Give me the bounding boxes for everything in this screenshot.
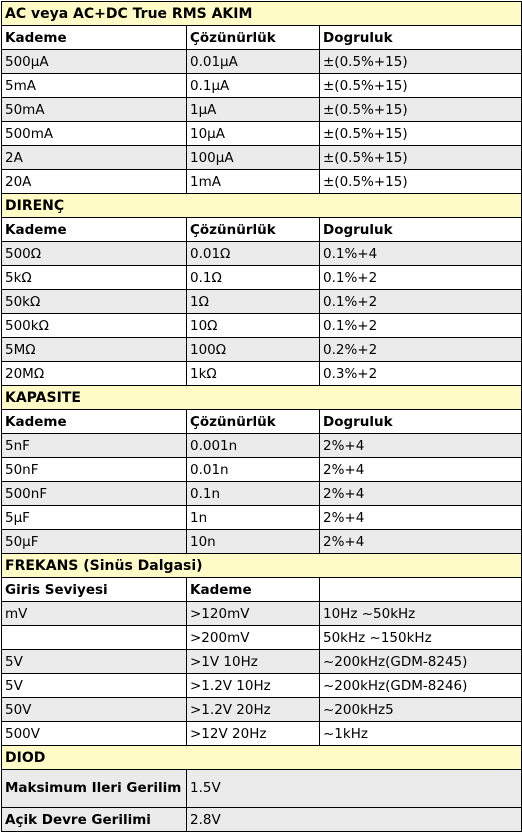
table-cell: ±(0.5%+15) bbox=[320, 146, 522, 170]
resistance-section-header bbox=[2, 194, 522, 218]
column-header: Kademe bbox=[187, 578, 320, 602]
section-title: DIOD bbox=[2, 746, 522, 770]
table-cell: ~200kHz(GDM-8246) bbox=[320, 674, 522, 698]
table-cell: 0.001n bbox=[187, 434, 320, 458]
table-cell: 50V bbox=[2, 698, 187, 722]
table-row bbox=[2, 530, 522, 554]
table-cell: 1Ω bbox=[187, 290, 320, 314]
table-cell: 0.01Ω bbox=[187, 242, 320, 266]
table-cell: 1mA bbox=[187, 170, 320, 194]
table-cell: ±(0.5%+15) bbox=[320, 170, 522, 194]
table-row bbox=[2, 338, 522, 362]
section-title: DIRENÇ bbox=[2, 194, 522, 218]
table-row bbox=[2, 74, 522, 98]
table-cell: 500nF bbox=[2, 482, 187, 506]
table-cell: 0.01μA bbox=[187, 50, 320, 74]
table-row bbox=[2, 808, 522, 832]
column-header: Dogruluk bbox=[320, 26, 522, 50]
capacitance-section-header bbox=[2, 386, 522, 410]
table-row bbox=[2, 770, 522, 808]
table-row bbox=[2, 506, 522, 530]
table-cell: 10Ω bbox=[187, 314, 320, 338]
table-cell: 2%+4 bbox=[320, 506, 522, 530]
table-cell: 5kΩ bbox=[2, 266, 187, 290]
table-cell: ±(0.5%+15) bbox=[320, 74, 522, 98]
table-cell: ±(0.5%+15) bbox=[320, 122, 522, 146]
table-row bbox=[2, 50, 522, 74]
table-row bbox=[2, 314, 522, 338]
table-row bbox=[2, 146, 522, 170]
table-cell: 0.1μA bbox=[187, 74, 320, 98]
diode-parameter-label: Açik Devre Gerilimi bbox=[2, 808, 187, 832]
table-cell: 500kΩ bbox=[2, 314, 187, 338]
table-cell: 10Hz ~50kHz bbox=[320, 602, 522, 626]
table-cell: 2A bbox=[2, 146, 187, 170]
table-cell: 50kHz ~150kHz bbox=[320, 626, 522, 650]
table-cell: ±(0.5%+15) bbox=[320, 98, 522, 122]
table-cell: 500μA bbox=[2, 50, 187, 74]
table-cell: mV bbox=[2, 602, 187, 626]
table-cell: 50kΩ bbox=[2, 290, 187, 314]
column-header: Çözünürlük bbox=[187, 410, 320, 434]
table-cell: 0.1%+4 bbox=[320, 242, 522, 266]
table-cell: >1.2V 20Hz bbox=[187, 698, 320, 722]
column-header: Giris Seviyesi bbox=[2, 578, 187, 602]
table-cell: 5V bbox=[2, 650, 187, 674]
section-title: KAPASITE bbox=[2, 386, 522, 410]
table-cell: 0.1n bbox=[187, 482, 320, 506]
diode-section-header bbox=[2, 746, 522, 770]
table-cell: ±(0.5%+15) bbox=[320, 50, 522, 74]
table-cell: >120mV bbox=[187, 602, 320, 626]
table-row bbox=[2, 362, 522, 386]
table-cell: 5V bbox=[2, 674, 187, 698]
table-cell: 2%+4 bbox=[320, 482, 522, 506]
specifications-table-body bbox=[2, 2, 522, 832]
table-cell: 50μF bbox=[2, 530, 187, 554]
table-cell: 1n bbox=[187, 506, 320, 530]
table-row bbox=[2, 674, 522, 698]
table-cell: 100μA bbox=[187, 146, 320, 170]
column-header: Dogruluk bbox=[320, 410, 522, 434]
table-cell: 2%+4 bbox=[320, 530, 522, 554]
table-cell: 0.2%+2 bbox=[320, 338, 522, 362]
column-header: Kademe bbox=[2, 218, 187, 242]
table-cell: 1kΩ bbox=[187, 362, 320, 386]
resistance-column-headers bbox=[2, 218, 522, 242]
table-row bbox=[2, 266, 522, 290]
table-row bbox=[2, 458, 522, 482]
table-cell: 5MΩ bbox=[2, 338, 187, 362]
table-cell: 10n bbox=[187, 530, 320, 554]
table-cell: 0.3%+2 bbox=[320, 362, 522, 386]
table-row bbox=[2, 650, 522, 674]
table-cell: 5mA bbox=[2, 74, 187, 98]
table-cell: 2%+4 bbox=[320, 458, 522, 482]
table-row bbox=[2, 434, 522, 458]
table-cell: 5μF bbox=[2, 506, 187, 530]
table-cell: 1μA bbox=[187, 98, 320, 122]
table-row bbox=[2, 98, 522, 122]
table-row bbox=[2, 290, 522, 314]
table-row bbox=[2, 482, 522, 506]
table-cell: 5nF bbox=[2, 434, 187, 458]
column-header: Dogruluk bbox=[320, 218, 522, 242]
table-cell: 20A bbox=[2, 170, 187, 194]
table-cell bbox=[2, 626, 187, 650]
table-cell: >200mV bbox=[187, 626, 320, 650]
table-cell: >12V 20Hz bbox=[187, 722, 320, 746]
table-cell: 0.1Ω bbox=[187, 266, 320, 290]
table-row bbox=[2, 698, 522, 722]
table-cell: ~1kHz bbox=[320, 722, 522, 746]
table-cell: 100Ω bbox=[187, 338, 320, 362]
frequency-section-header bbox=[2, 554, 522, 578]
capacitance-column-headers bbox=[2, 410, 522, 434]
column-header bbox=[320, 578, 522, 602]
table-cell: 20MΩ bbox=[2, 362, 187, 386]
current-section-header bbox=[2, 2, 522, 26]
table-row bbox=[2, 170, 522, 194]
table-cell: >1.2V 10Hz bbox=[187, 674, 320, 698]
table-cell: 0.01n bbox=[187, 458, 320, 482]
table-cell: 10μA bbox=[187, 122, 320, 146]
column-header: Çözünürlük bbox=[187, 26, 320, 50]
current-column-headers bbox=[2, 26, 522, 50]
table-cell: 500mA bbox=[2, 122, 187, 146]
section-title: FREKANS (Sinüs Dalgasi) bbox=[2, 554, 522, 578]
table-cell: 500Ω bbox=[2, 242, 187, 266]
frequency-column-headers bbox=[2, 578, 522, 602]
table-row bbox=[2, 242, 522, 266]
table-cell: 500V bbox=[2, 722, 187, 746]
diode-parameter-value: 1.5V bbox=[187, 770, 522, 808]
table-row bbox=[2, 602, 522, 626]
column-header: Kademe bbox=[2, 410, 187, 434]
section-title: AC veya AC+DC True RMS AKIM bbox=[2, 2, 522, 26]
column-header: Çözünürlük bbox=[187, 218, 320, 242]
table-cell: 0.1%+2 bbox=[320, 266, 522, 290]
column-header: Kademe bbox=[2, 26, 187, 50]
table-cell: 50mA bbox=[2, 98, 187, 122]
table-cell: 0.1%+2 bbox=[320, 290, 522, 314]
diode-parameter-value: 2.8V bbox=[187, 808, 522, 832]
table-row bbox=[2, 122, 522, 146]
table-row bbox=[2, 722, 522, 746]
diode-parameter-label: Maksimum Ileri Gerilim bbox=[2, 770, 187, 808]
table-cell: ~200kHz5 bbox=[320, 698, 522, 722]
table-cell: >1V 10Hz bbox=[187, 650, 320, 674]
table-row bbox=[2, 626, 522, 650]
table-cell: ~200kHz(GDM-8245) bbox=[320, 650, 522, 674]
table-cell: 50nF bbox=[2, 458, 187, 482]
table-cell: 0.1%+2 bbox=[320, 314, 522, 338]
specifications-table bbox=[1, 1, 522, 832]
table-cell: 2%+4 bbox=[320, 434, 522, 458]
